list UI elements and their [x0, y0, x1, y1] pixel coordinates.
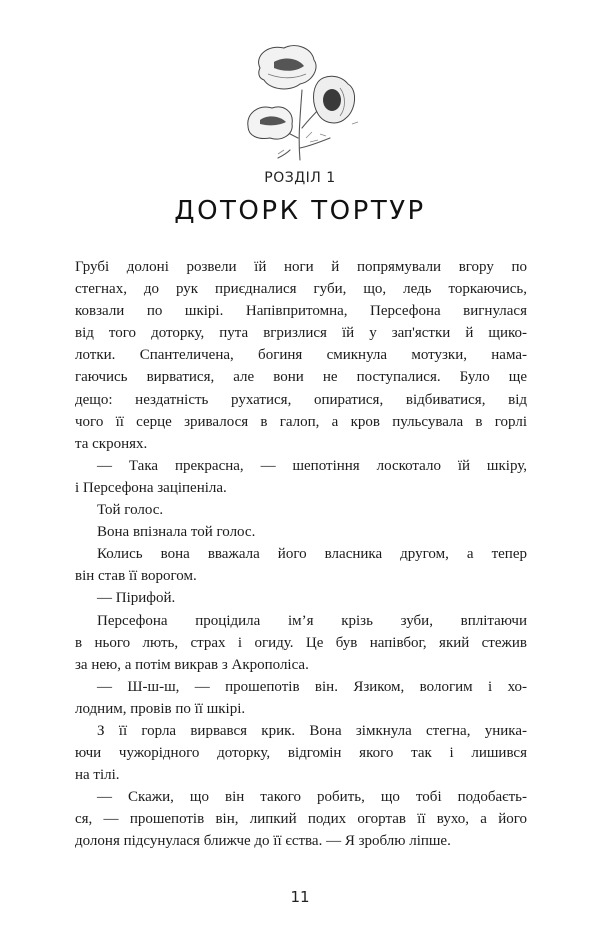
text-line: — Така прекрасна, — шепотіння лоскотало їй шкіру, — [97, 457, 527, 474]
paragraph — [75, 587, 527, 609]
text-line: на тілі. — [75, 767, 120, 784]
text-line: З її горла вирвався крик. Вона зімкнула стегна, уника- — [97, 722, 527, 739]
text-line: — Ш-ш-ш, — прошепотів він. Язиком, вологим і хо- — [97, 678, 527, 695]
page-number: 11 — [290, 888, 310, 906]
text-line: за нею, а потім викрав з Акрополіса. — [75, 656, 309, 673]
paragraph — [75, 455, 527, 499]
body-text — [75, 256, 527, 853]
text-line: Колись вона вважала його власника другом, а тепер — [97, 546, 527, 563]
text-line: Персефона процідила ім’я крізь зуби, вплітаючи — [97, 612, 527, 629]
text-line: стегнах, до рук приєдналися губи, що, ледь торкаючись, — [75, 281, 527, 298]
text-line: і Персефона заціпеніла. — [75, 479, 227, 496]
paragraph — [75, 676, 527, 720]
text-line: Вона впізнала той голос. — [97, 524, 256, 541]
text-line: чого її серце зривалося в галоп, а кров пульсувала в горлі — [75, 413, 527, 430]
text-line: ковзали по шкірі. Напівпритомна, Персефона вигнулася — [75, 303, 527, 320]
poppy-right — [314, 76, 355, 123]
text-line: ючи чужорідного доторку, відгомін якого так і лишився — [75, 745, 527, 762]
text-line: в нього лють, страх і огиду. Це був напівбог, який стежив — [75, 634, 527, 651]
paragraph — [75, 720, 527, 786]
paragraph — [75, 786, 527, 852]
text-line: гаючись вирватися, але вони не поступалися. Було ще — [75, 369, 527, 386]
text-line: долоня підсунулася ближче до її єства. — Я зроблю ліпше. — [75, 833, 451, 850]
text-line: Той голос. — [97, 502, 164, 519]
paragraph — [75, 499, 527, 521]
text-line: та скронях. — [75, 435, 148, 452]
text-line: лотки. Спантеличена, богиня смикнула мотузки, нама- — [75, 347, 527, 364]
paragraph — [75, 610, 527, 676]
paragraph — [75, 256, 527, 455]
chapter-number: РОЗДІЛ 1 — [264, 170, 336, 186]
text-line: — Пірифой. — [97, 590, 176, 607]
text-line: ся, — прошепотів він, липкий подих огортав її вухо, а його — [75, 811, 527, 828]
text-line: від того доторку, пута вгризлися їй у зап'ястки й щико- — [75, 325, 527, 342]
paragraph — [75, 543, 527, 587]
text-line: Грубі долоні розвели їй ноги й попрямували вгору по — [75, 259, 527, 275]
poppy-bottom-left — [248, 107, 292, 139]
text-line: — Скажи, що він такого робить, що тобі подобаєть- — [97, 789, 527, 806]
text-line: дещо: нездатність рухатися, опиратися, відбиватися, від — [75, 391, 527, 408]
text-line: він став її ворогом. — [75, 568, 197, 585]
chapter-title: ДОТОРК ТОРТУР — [174, 196, 426, 226]
poppy-top — [259, 46, 316, 89]
poppy-illustration — [240, 38, 370, 163]
paragraph — [75, 521, 527, 543]
text-line: лодним, провів по її шкірі. — [75, 700, 246, 717]
